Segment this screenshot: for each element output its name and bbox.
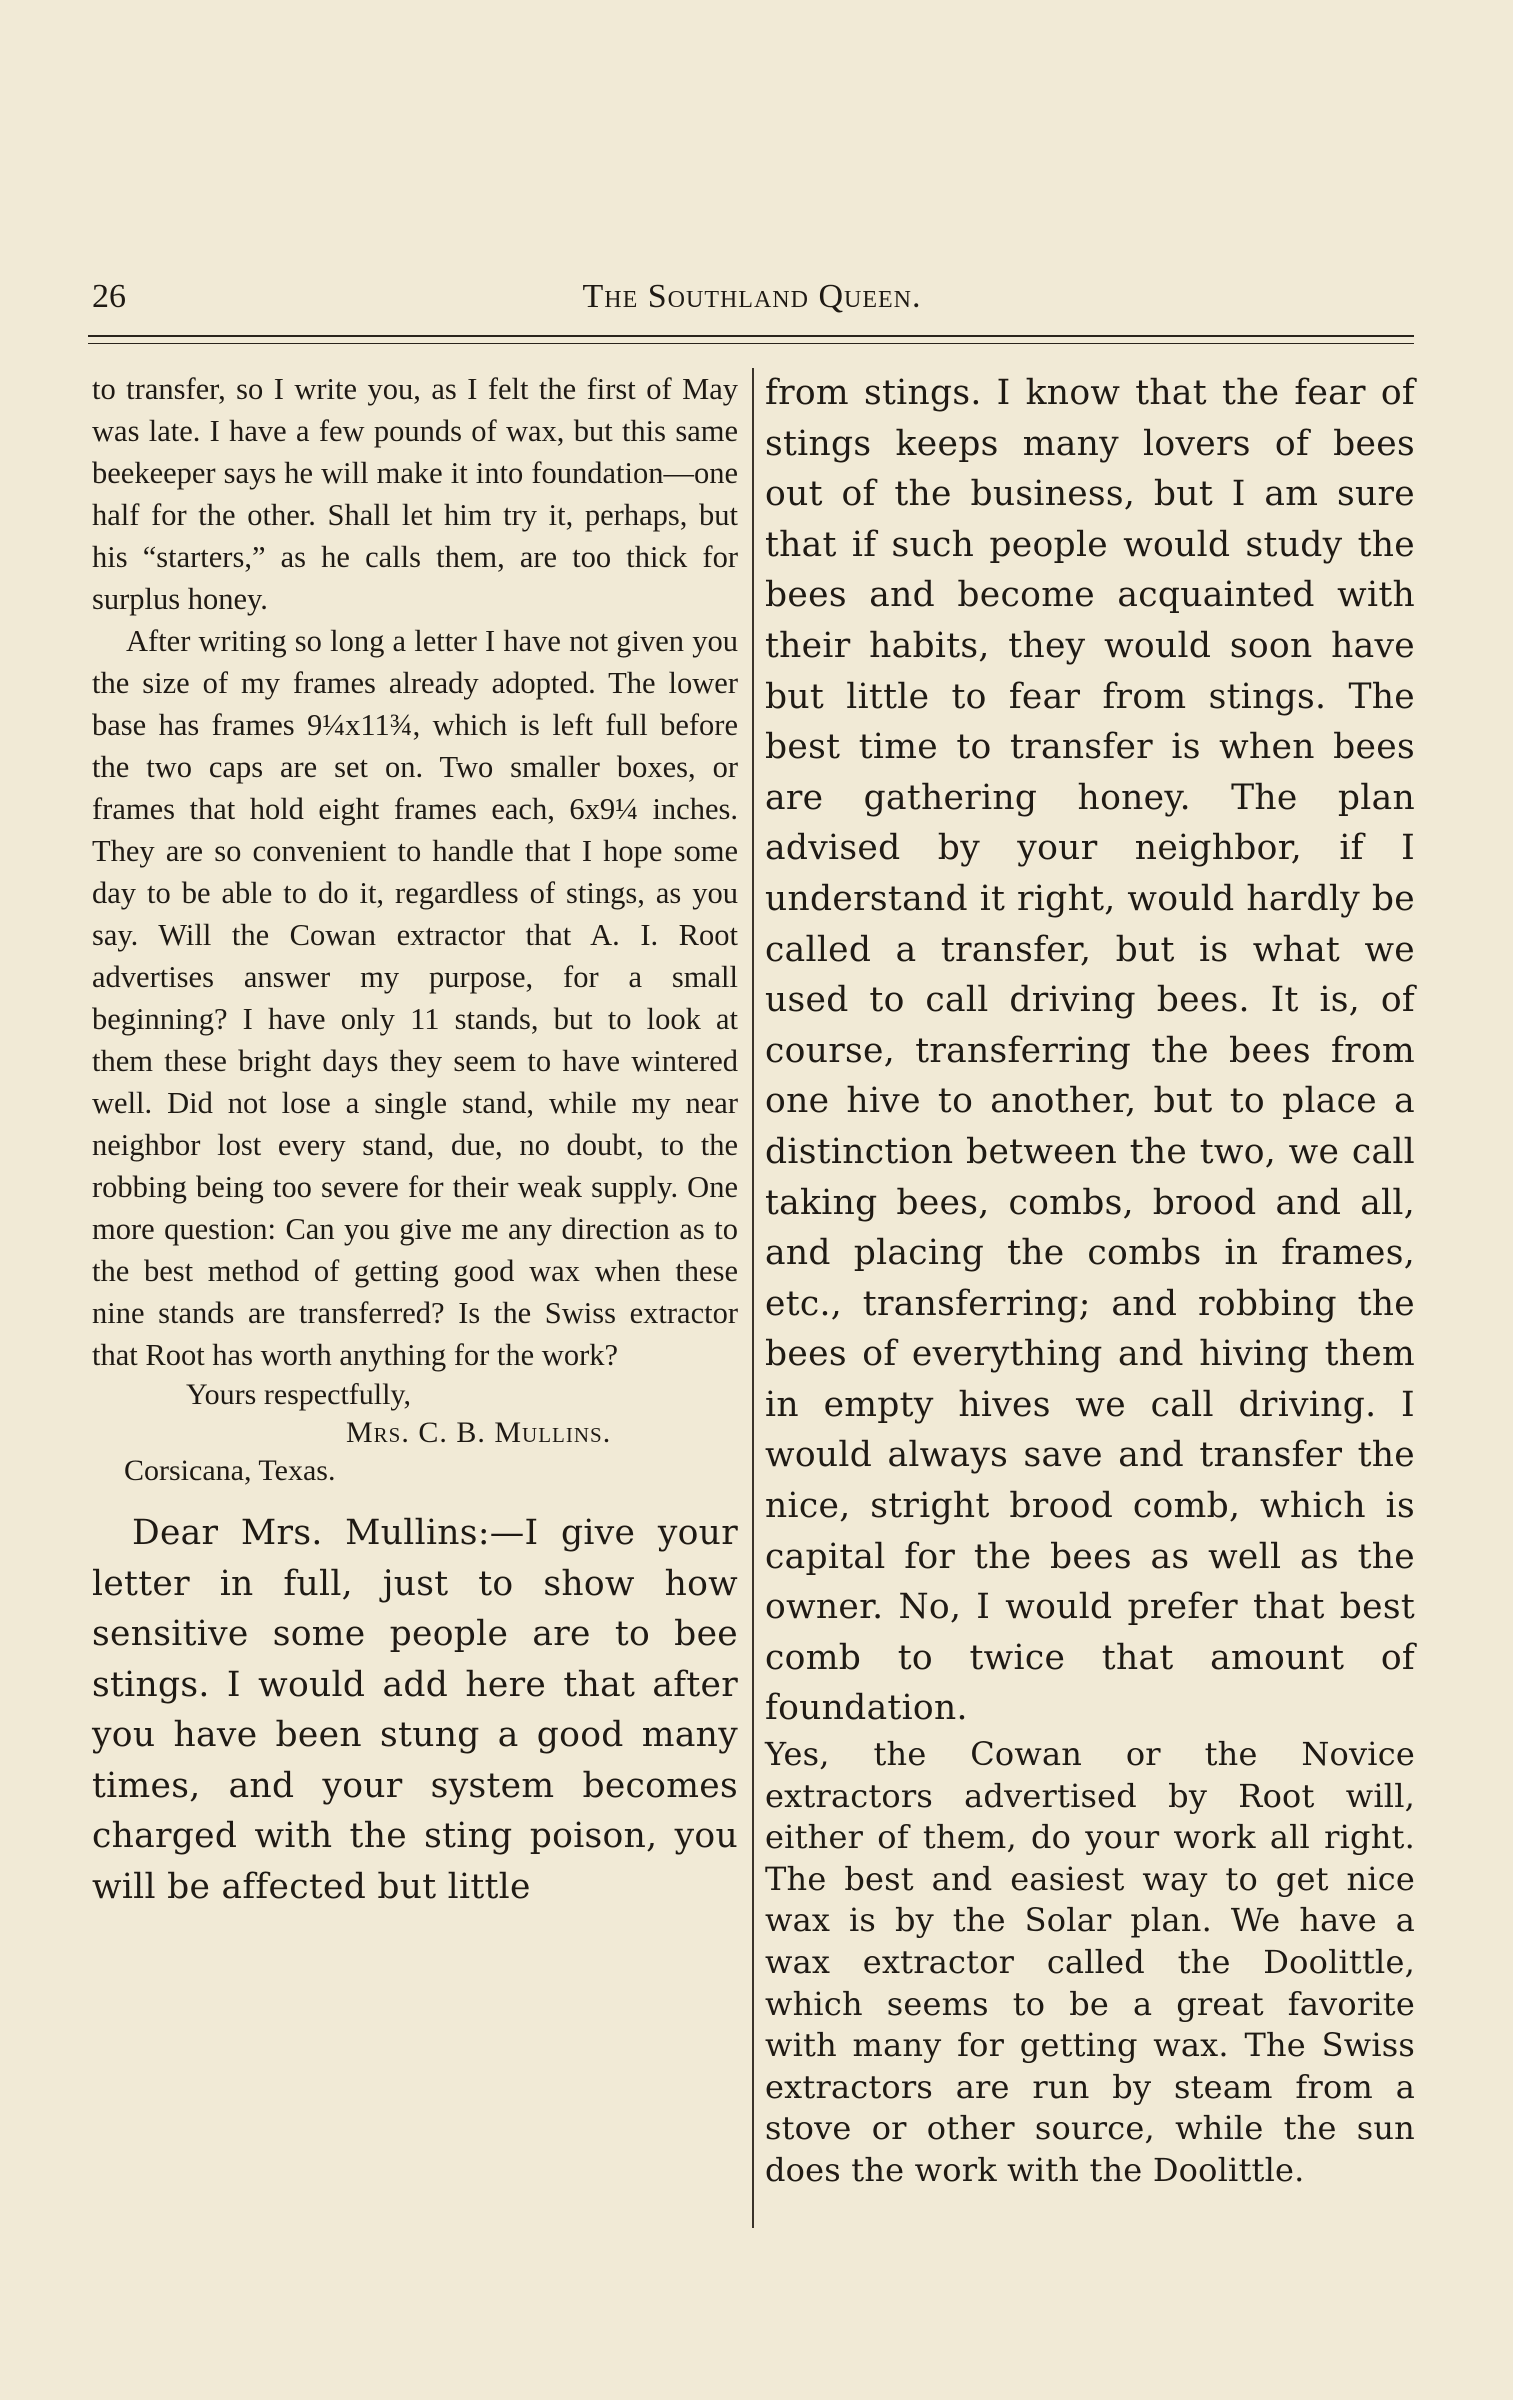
letter-paragraph: After writing so long a letter I have not given you the size of my frames already adopted. The lower base has frames 9¼x11¾, which is left full before the two caps are set on. Two smaller boxes, or frames that hold eight frames each, 6x9¼ inches. They are so convenient to handle that I hope some day to be able to do it, regardless of stings, as you say. Will the Cowan extractor that A. I. Root advertises answer my purpose, for a small beginning? I have only 11 stands, but to look at them these bright days they seem to have wintered well. Did not lose a single stand, while my near neighbor lost every stand, due, no doubt, to the robbing being too severe for their weak supply. One more question: Can you give me any direction as to the best method of getting good wax when these nine stands are transferred? Is the Swiss extractor that Root has worth anything for the work? [92, 624, 738, 1372]
reply-paragraph-continued: from stings. I know that the fear of stings keeps many lovers of bees out of the business, but I am sure that if such people would study the bees and become acquainted with their habits, they would soon have but little to fear from stings. The best time to transfer is when bees are gathering honey. The plan advised by your neighbor, if I understand it right, would hardly be called a transfer, but is what we used to call driving bees. It is, of course, transferring the bees from one hive to another, but to place a distinction between the two, we call taking bees, combs, brood and all, and placing the combs in frames, etc., transferring; and robbing the bees of everything and hiving them in empty hives we call driving. I would always save and transfer the nice, stright brood comb, which is capital for the bees as well as the owner. No, I would prefer that best comb to twice that amount of foundation. [765, 373, 1415, 1729]
left-column [92, 368, 738, 1912]
letter-address: Corsicana, Texas. [124, 1454, 336, 1487]
header-rule [88, 335, 1414, 337]
letter-paragraph: to transfer, so I write you, as I felt the first of May was late. I have a few pounds of wax, but this same beekeeper says he will make it into foundation—one half for the other. Shall let him try it, perhaps, but his “starters,” as he calls them, are too thick for surplus honey. [92, 372, 738, 616]
reply-paragraph: Dear Mrs. Mullins:—I give your letter in full, just to show how sensitive some people are to bee stings. I would add here that after you have been stung a good many times, and your system becomes charged with the sting poison, you will be affected but little [92, 1513, 738, 1907]
page-number: 26 [92, 278, 126, 315]
letter-signature: Mrs. C. B. Mullins. [346, 1416, 612, 1449]
running-title: The Southland Queen. [582, 278, 922, 315]
header-rule-thin [88, 343, 1414, 344]
right-column [765, 368, 1415, 2192]
column-divider [752, 368, 754, 2228]
page-header [92, 278, 1412, 324]
reply-paragraph-extractors: Yes, the Cowan or the Novice extractors advertised by Root will, either of them, do your work all right. The best and easiest way to get nice wax is by the Solar plan. We have a wax extractor called the Doolittle, which seems to be a great favorite with many for getting wax. The Swiss extractors are run by steam from a stove or other source, while the sun does the work with the Doolittle. [765, 1735, 1415, 2189]
letter-closing: Yours respectfully, [186, 1378, 411, 1411]
